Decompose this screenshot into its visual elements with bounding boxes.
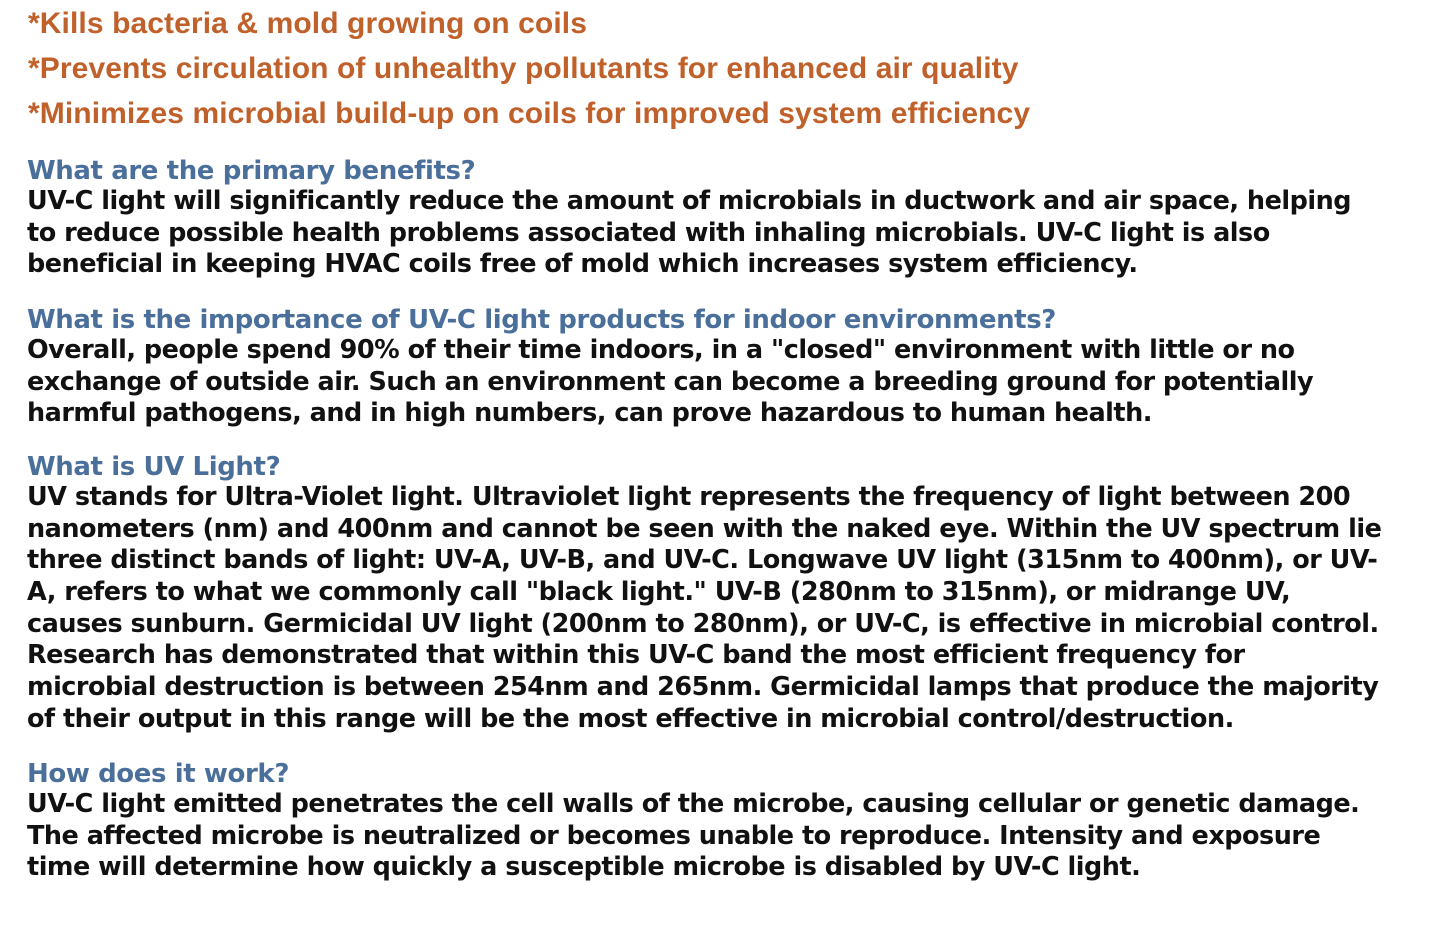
faq-answer bbox=[27, 186, 1450, 281]
faq-answer-line: beneficial in keeping HVAC coils free of mold which increases system efficiency. bbox=[27, 249, 1138, 280]
faq-answer-line: of their output in this range will be the most effective in microbial control/destruction. bbox=[27, 703, 1234, 734]
faq-answer bbox=[27, 482, 1450, 736]
faq-answer-line: Overall, people spend 90% of their time indoors, in a "closed" environment with little or no bbox=[27, 335, 1295, 365]
faq-answer bbox=[27, 789, 1450, 884]
faq-answer-line: UV-C light emitted penetrates the cell walls of the microbe, causing cellular or genetic damage. bbox=[27, 789, 1360, 819]
benefit-bullet-prevents-circulation: *Prevents circulation of unhealthy pollutants for enhanced air quality bbox=[28, 52, 1019, 85]
faq-answer-line: three distinct bands of light: UV-A, UV-B, and UV-C. Longwave UV light (315nm to 400nm), or UV- bbox=[27, 545, 1378, 576]
benefit-bullet-minimizes-buildup: *Minimizes microbial build-up on coils for improved system efficiency bbox=[28, 97, 1031, 130]
faq-answer-line: causes sunburn. Germicidal UV light (200nm to 280nm), or UV-C, is effective in microbial control. bbox=[27, 608, 1379, 639]
benefit-bullet-kills-bacteria: *Kills bacteria & mold growing on coils bbox=[28, 7, 587, 40]
faq-answer-line: UV-C light will significantly reduce the amount of microbials in ductwork and air space, helping bbox=[27, 186, 1352, 216]
faq-answer-line: exchange of outside air. Such an environment can become a breeding ground for potentially bbox=[27, 366, 1314, 397]
faq-section-how-it-works bbox=[27, 759, 1450, 884]
faq-answer-line: Research has demonstrated that within this UV-C band the most efficient frequency for bbox=[27, 640, 1245, 671]
faq-section-what-is-uv-light bbox=[27, 452, 1450, 736]
faq-question: What are the primary benefits? bbox=[27, 156, 476, 186]
faq-answer-line: UV stands for Ultra-Violet light. Ultraviolet light represents the frequency of light between 200 bbox=[27, 482, 1351, 512]
faq-section-primary-benefits bbox=[27, 156, 1450, 281]
benefit-bullet-list bbox=[28, 4, 1030, 139]
faq-answer-line: The affected microbe is neutralized or becomes unable to reproduce. Intensity and exposure bbox=[27, 820, 1321, 851]
faq-question: What is UV Light? bbox=[27, 452, 281, 482]
faq-question: How does it work? bbox=[27, 759, 289, 789]
faq-answer-line: nanometers (nm) and 400nm and cannot be seen with the naked eye. Within the UV spectrum lie bbox=[27, 513, 1382, 544]
faq-answer-line: to reduce possible health problems associated with inhaling microbials. UV-C light is also bbox=[27, 217, 1270, 248]
faq-section-importance bbox=[27, 305, 1450, 430]
faq-answer-line: microbial destruction is between 254nm and 265nm. Germicidal lamps that produce the majority bbox=[27, 672, 1379, 703]
faq-question: What is the importance of UV-C light products for indoor environments? bbox=[27, 305, 1056, 335]
faq-answer-line: A, refers to what we commonly call "black light." UV-B (280nm to 315nm), or midrange UV, bbox=[27, 577, 1291, 608]
faq-answer bbox=[27, 335, 1450, 430]
faq-answer-line: harmful pathogens, and in high numbers, can prove hazardous to human health. bbox=[27, 398, 1152, 429]
faq-answer-line: time will determine how quickly a susceptible microbe is disabled by UV-C light. bbox=[27, 852, 1141, 883]
